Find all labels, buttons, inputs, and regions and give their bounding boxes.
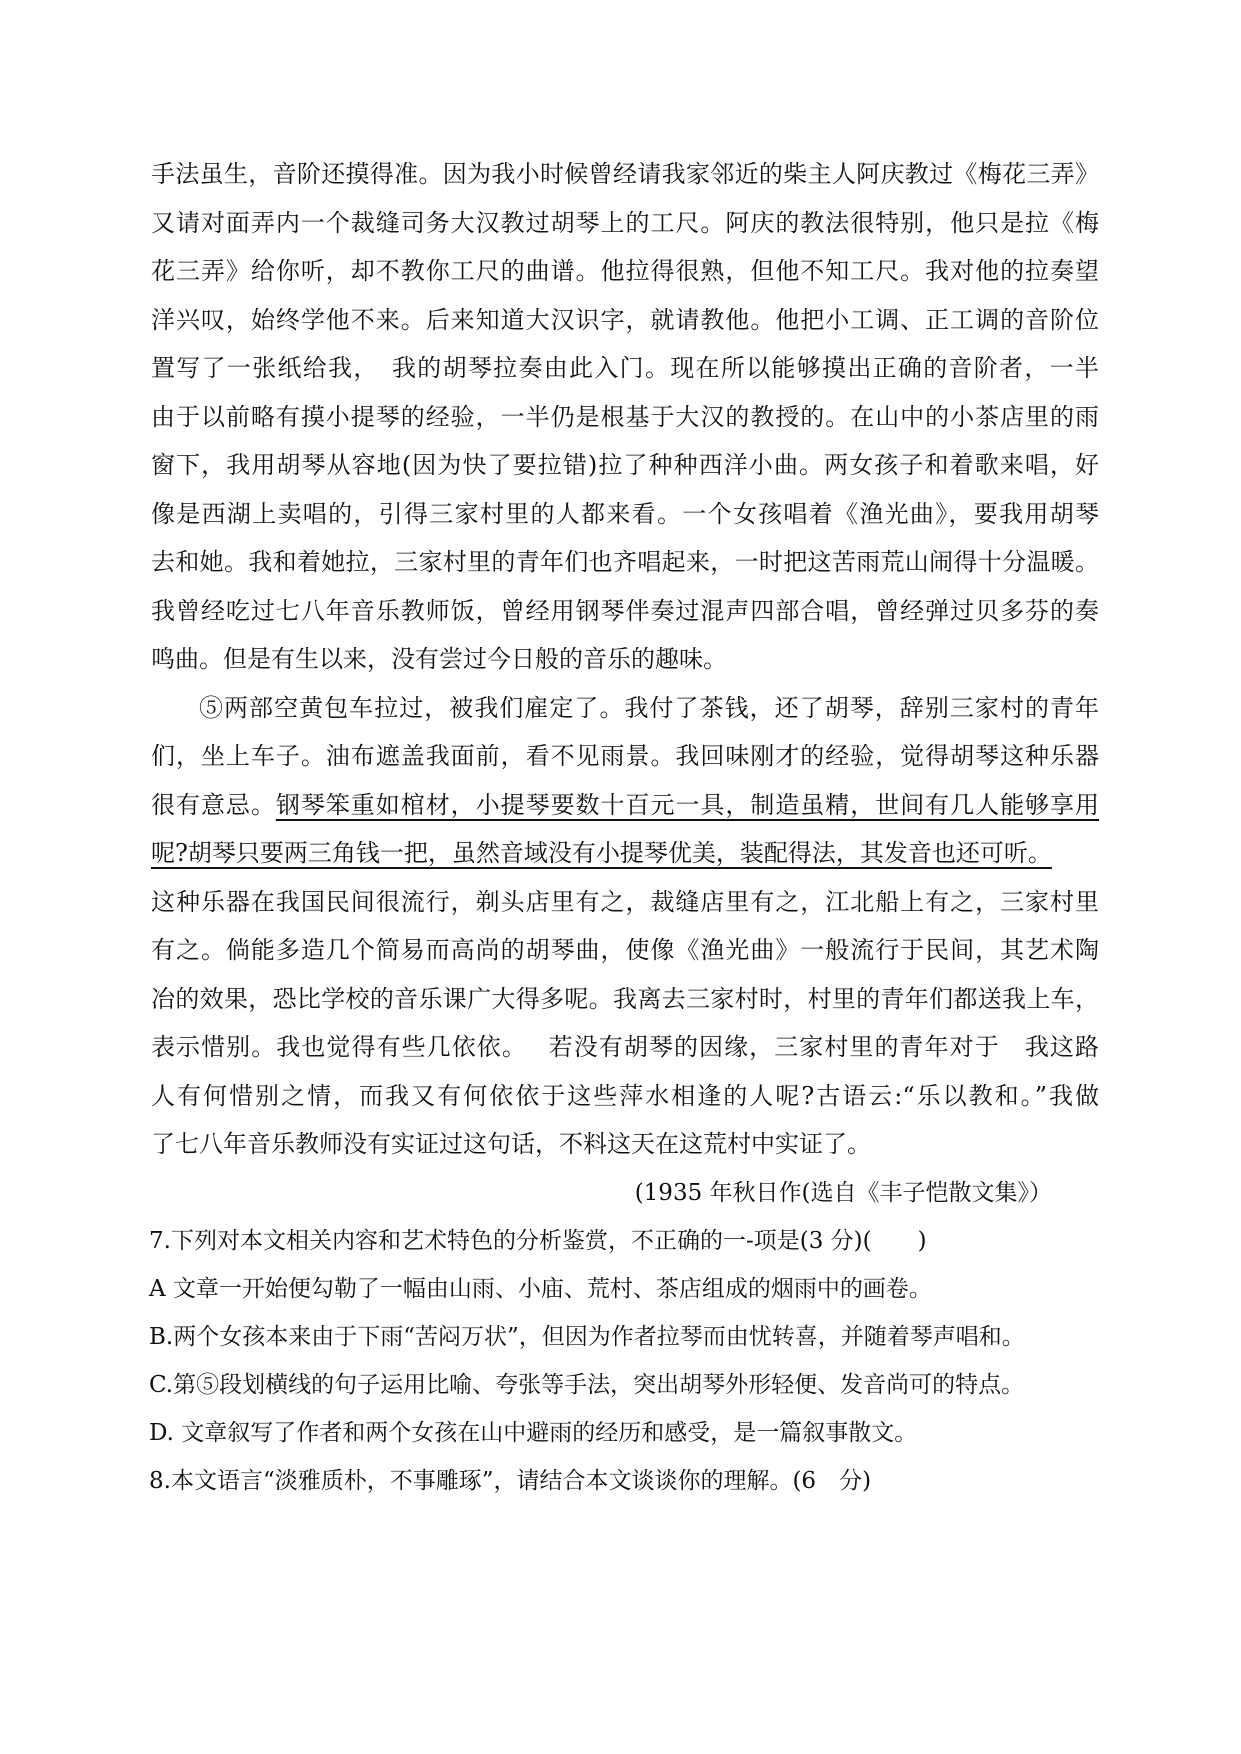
paragraph-4 xyxy=(151,150,1099,684)
text-line: 由于以前略有摸小提琴的经验，一半仍是根基于大汉的教授的。在山中的小茶店里的雨 xyxy=(151,402,1099,431)
text-line: 表示惜别。我也觉得有些几依依。 若没有胡琴的因缘，三家村里的青年对于 我这路 xyxy=(151,1033,1099,1061)
text-line: 们，坐上车子。油布遮盖我面前，看不见雨景。我回味刚才的经验，觉得胡琴这种乐器 xyxy=(151,742,1099,770)
text-line-mixed xyxy=(151,781,1099,830)
text-line: 了七八年音乐教师没有实证过这句话，不料这天在这荒村中实证了。 xyxy=(151,1130,871,1158)
underlined-sentence: 钢琴笨重如棺材，小提琴要数十百元一具，制造虽精，世间有几人能够享用 xyxy=(275,790,1100,819)
text-line: 花三弄》给你听，却不教你工尺的曲谱。他拉得很熟，但他不知工尺。我对他的拉奏望 xyxy=(151,257,1099,285)
questions-section xyxy=(151,1217,1099,1505)
option-d: D. 文章叙写了作者和两个女孩在山中避雨的经历和感受，是一篇叙事散文。 xyxy=(149,1420,918,1446)
text-line: 冶的效果，恐比学校的音乐课广大得多呢。我离去三家村时，村里的青年们都送我上车， xyxy=(151,984,1099,1013)
text-line: 这种乐器在我国民间很流行，剃头店里有之，裁缝店里有之，江北船上有之，三家村里 xyxy=(151,887,1099,916)
text-line: 有之。倘能多造几个简易而高尚的胡琴曲，使像《渔光曲》一般流行于民间，其艺术陶 xyxy=(151,936,1099,964)
text-line: 窗下，我用胡琴从容地(因为快了要拉错)拉了种种西洋小曲。两女孩子和着歌来唱，好 xyxy=(151,451,1099,479)
underlined-line xyxy=(151,829,1099,878)
question-7: 7.下列对本文相关内容和艺术特色的分析鉴赏，不正确的一-项是(3 分)( ) xyxy=(149,1228,927,1254)
document-page xyxy=(151,150,1099,1505)
text-line: 去和她。我和着她拉，三家村里的青年们也齐唱起来，一时把这苦雨荒山闹得十分温暖。 xyxy=(151,548,1099,576)
text-line: 又请对面弄内一个裁缝司务大汉教过胡琴上的工尺。阿庆的教法很特别，他只是拉《梅 xyxy=(151,208,1099,237)
text-line: 洋兴叹，始终学他不来。后来知道大汉识字，就请教他。他把小工调、正工调的音阶位 xyxy=(151,305,1099,334)
text-line: 置写了一张纸给我， 我的胡琴拉奏由此入门。现在所以能够摸出正确的音阶者，一半 xyxy=(151,354,1099,382)
option-b: B.两个女孩本来由于下雨“苦闷万状”，但因为作者拉琴而由忧转喜，并随着琴声唱和。 xyxy=(149,1324,1025,1350)
underlined-sentence: 呢?胡琴只要两三角钱一把，虽然音域没有小提琴优美，装配得法，其发音也还可听。 xyxy=(151,839,1052,867)
text-line: 手法虽生，音阶还摸得准。因为我小时候曾经请我家邻近的柴主人阿庆教过《梅花三弄》 xyxy=(151,160,1099,188)
option-a: A 文章一开始便勾勒了一幅由山雨、小庙、荒村、茶店组成的烟雨中的画卷。 xyxy=(149,1276,932,1302)
source-note: (1935 年秋日作(选自《丰子恺散文集》） xyxy=(634,1179,1052,1206)
option-c: C.第⑤段划横线的句子运用比喻、夸张等手法，突出胡琴外形轻便、发音尚可的特点。 xyxy=(149,1372,1025,1398)
question-8: 8.本文语言“淡雅质朴，不事雕琢”，请结合本文谈谈你的理解。(6 分) xyxy=(149,1468,872,1494)
text-line: 鸣曲。但是有生以来，没有尝过今日般的音乐的趣味。 xyxy=(151,645,727,673)
paragraph-5 xyxy=(151,684,1099,1169)
text-line: 我曾经吃过七八年音乐教师饭，曾经用钢琴伴奏过混声四部合唱，曾经弹过贝多芬的奏 xyxy=(151,596,1099,625)
text-segment: 很有意忌。 xyxy=(151,790,276,819)
text-line: 像是西湖上卖唱的，引得三家村里的人都来看。一个女孩唱着《渔光曲》，要我用胡琴 xyxy=(151,499,1099,528)
text-line: ⑤两部空黄包车拉过，被我们雇定了。我付了茶钱，还了胡琴，辞别三家村的青年 xyxy=(199,693,1099,722)
text-line: 人有何惜别之情，而我又有何依依于这些萍水相逢的人呢?古语云:“乐以教和。”我做 xyxy=(151,1081,1099,1110)
